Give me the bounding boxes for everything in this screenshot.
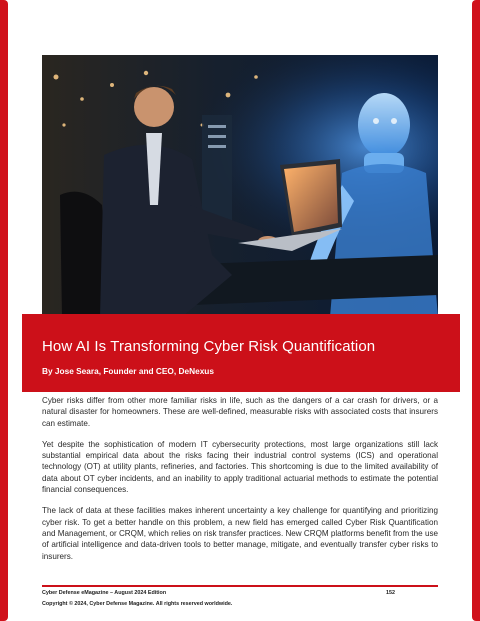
paragraph: Yet despite the sophistication of modern IT cybersecurity protections, most large organizations still lack substantial empirical data about the risks facing their industrial control systems (ICS) and operational technology (OT) at utility plants, refineries, and factories. This shortcoming is due to the limited availability of data about OT cyber incidents, and an inability to apply traditional actuarial methods to estimate the potential financial consequences. [42, 439, 438, 495]
paragraph: The lack of data at these facilities makes inherent uncertainty a key challenge for quantifying and prioritizing cyber risk. To get a better handle on this problem, a new field has emerged called Cyber Risk Quantification and Management, or CRQM, which relies on risk transfer practices. New CRQM platforms benefit from the use of artificial intelligence and data-driven tools to better manage, mitigate, and eventually transfer cyber risks to insurers. [42, 506, 438, 561]
article-byline: By Jose Seara, Founder and CEO, DeNexus [42, 366, 214, 376]
paragraph: Cyber risks differ from other more familiar risks in life, such as the dangers of a car crash for drivers, or a natural disaster for homeowners. These are well-defined, measurable risks with associated costs that insurers can estimate. [42, 396, 438, 428]
footer-edition: Cyber Defense eMagazine – August 2024 Edition [42, 590, 167, 596]
footer-copyright: Copyright © 2024, Cyber Defense Magazine. All rights reserved worldwide. [42, 601, 233, 607]
footer-divider [42, 585, 438, 587]
page-number: 152 [386, 590, 395, 596]
article-title: How AI Is Transforming Cyber Risk Quantification [42, 338, 376, 355]
article-body [42, 395, 438, 572]
right-red-edge [472, 0, 480, 621]
left-red-edge [0, 0, 8, 621]
title-banner [22, 314, 460, 392]
hero-image [42, 55, 438, 317]
